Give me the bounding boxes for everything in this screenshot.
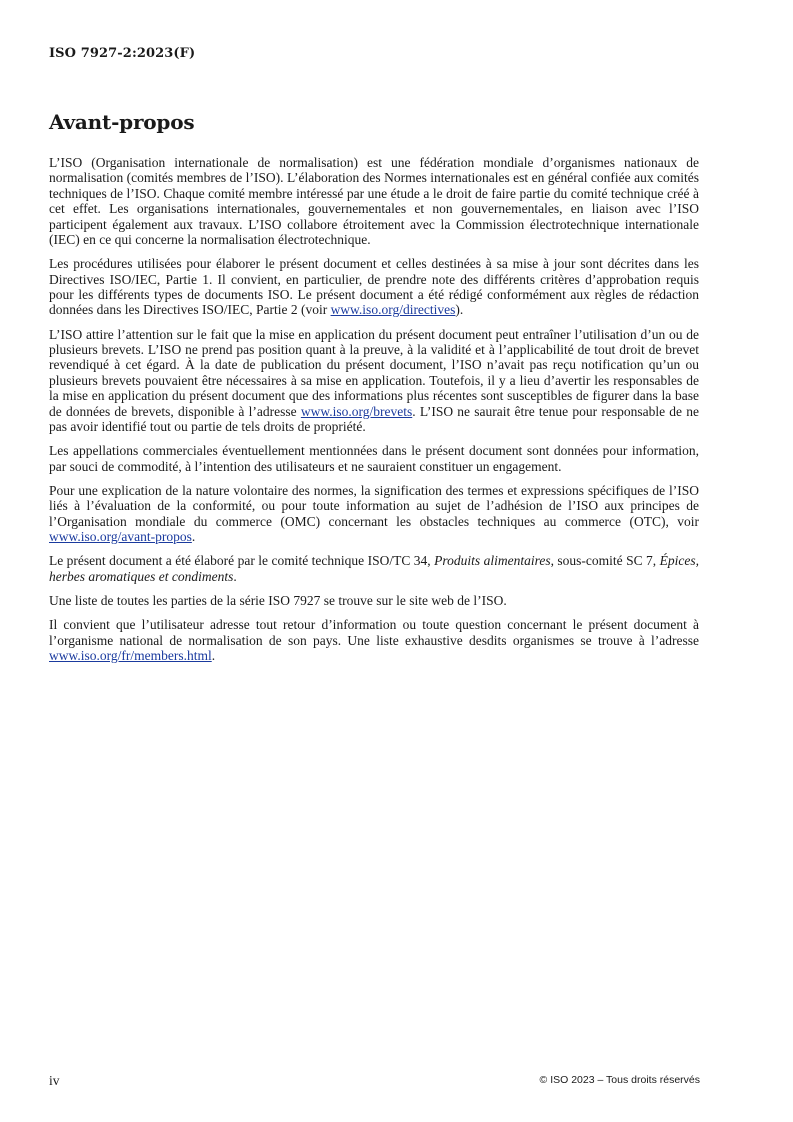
paragraph-committee [49, 553, 699, 584]
paragraph-feedback [49, 617, 699, 663]
committee-name: Produits alimentaires [434, 553, 551, 569]
copyright-notice: © ISO 2023 – Tous droits réservés [539, 1074, 700, 1086]
paragraph-text: Pour une explication de la nature volontaire des normes, la signification des termes et expressions spécifiques de l’ISO liés à l’évaluation de la conformité, ou pour toute information au sujet de l’adhésion de l’ISO aux principes de l’Organisation mondiale du commerce (OMC) concernant les obstacles techniques au commerce (OTC), voir [49, 482, 699, 529]
page-number: iv [49, 1073, 60, 1088]
paragraph-procedures [49, 256, 699, 318]
paragraph-voluntary-nature [49, 483, 699, 545]
document-identifier: ISO 7927-2:2023(F) [49, 46, 196, 61]
paragraph-patents [49, 327, 699, 435]
subcommittee-name: Épices, herbes aromatiques et condiments [49, 553, 699, 584]
foreword-body [49, 155, 699, 672]
paragraph-text: . [233, 568, 237, 584]
paragraph-trade-names: Les appellations commerciales éventuellement mentionnées dans le présent document sont données pour information, par souci de commodité, à l’intention des utilisateurs et ne sauraient constituer un engagement. [49, 443, 699, 474]
paragraph-text: ). [455, 302, 464, 318]
avant-propos-link[interactable]: www.iso.org/avant-propos [49, 529, 192, 545]
paragraph-text: . [191, 529, 196, 545]
paragraph-text: . [211, 647, 216, 663]
paragraph-iso-organisation: L’ISO (Organisation internationale de normalisation) est une fédération mondiale d’organismes nationaux de normalisation (comités membres de l’ISO). L’élaboration des Normes internationales est en général confiée aux comités techniques de l’ISO. Chaque comité membre intéressé par une étude a le droit de faire partie du comité technique créé à cet effet. Les organisations internationales, gouvernementales et non gouvernementales, en liaison avec l’ISO participent également aux travaux. L’ISO collabore étroitement avec la Commission électrotechnique internationale (IEC) en ce qui concerne la normalisation électrotechnique. [49, 155, 699, 248]
paragraph-text: Il convient que l’utilisateur adresse tout retour d’information ou toute question concernant le présent document à l’organisme national de normalisation de son pays. Une liste exhaustive desdits organismes se trouve à l’adresse [49, 617, 699, 648]
paragraph-series-list: Une liste de toutes les parties de la série ISO 7927 se trouve sur le site web de l’ISO. [49, 592, 507, 608]
paragraph-text: . L’ISO ne saurait être tenue pour responsable de ne pas avoir identifié tout ou partie de tels droits de propriété. [49, 403, 700, 435]
paragraph-text: L’ISO attire l’attention sur le fait que la mise en application du présent document peut entraîner l’utilisation d’un ou de plusieurs brevets. L’ISO ne prend pas position quant à la preuve, à la validité et à l’applicabilité de tout droit de brevet revendiqué à cet égard. À la date de publication du présent document, l’ISO n’avait pas reçu notification qu’un ou plusieurs brevets pouvaient être nécessaires à sa mise en application. Toutefois, il y a lieu d’avertir les responsables de la mise en application du présent document que des informations plus récentes sont susceptibles de figurer dans la base de données de brevets, disponible à l’adresse [49, 326, 699, 419]
brevets-link[interactable]: www.iso.org/brevets [300, 403, 413, 419]
directives-link[interactable]: www.iso.org/directives [330, 302, 456, 318]
paragraph-text: Les procédures utilisées pour élaborer le présent document et celles destinées à sa mise à jour sont décrites dans les Directives ISO/IEC, Partie 1. Il convient, en particulier, de prendre note des différents critères d’approbation requis pour les différents types de documents ISO. Le présent document a été rédigé conformément aux règles de rédaction données dans les Directives ISO/IEC, Partie 2 (voir [49, 256, 699, 318]
section-title: Avant-propos [49, 110, 195, 134]
paragraph-text: , sous-comité SC 7, [550, 553, 660, 569]
members-link[interactable]: www.iso.org/fr/members.html [49, 647, 212, 663]
paragraph-text: Le présent document a été élaboré par le comité technique ISO/TC 34, [49, 553, 435, 569]
